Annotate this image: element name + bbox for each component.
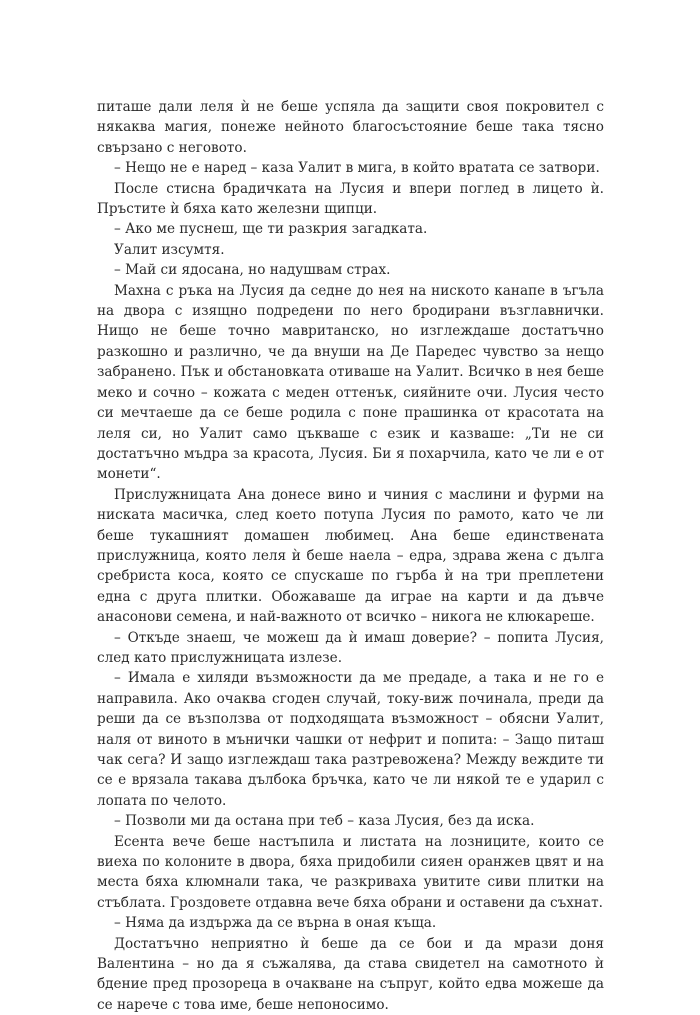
paragraph-continued: питаше дали леля ѝ не беше успяла да защити своя покровител с някаква магия, понеже нейното благосъстояние беше така тясно свързано с неговото. — [97, 99, 604, 156]
paragraph: Есента вече беше настъпила и листата на лозниците, които се виеха по колоните в двора, бяха придобили сияен оранжев цвят и на места бяха клюмнали така, че разкриваха увитите сиви плитки на стъблата. Гроздовете отдавна вече бяха обрани и оставени да съхнат. — [97, 833, 604, 911]
paragraph: После стисна брадичката на Лусия и впери поглед в лицето ѝ. Пръстите ѝ бяха като железни щипци. — [97, 180, 604, 218]
paragraph-dialogue: – Имала е хиляди възможности да ме предаде, а така и не го е направила. Ако очаква сгоден случай, току-виж починала, преди да реши да се възползва от подходящата възможност – обясни Уалит, наля от виното в мънички чашки от нефрит и попита: – Защо питаш чак сега? И защо изглеждаш така разтревожена? Между веждите ти се е врязала такава дълбока бръчка, като че ли някой те е ударил с лопата по челото. — [97, 670, 604, 809]
paragraph-dialogue: – Май си ядосана, но надушвам страх. — [114, 262, 391, 279]
paragraph-dialogue: – Ако ме пуснеш, ще ти разкрия загадката. — [114, 221, 428, 238]
paragraph-dialogue: – Няма да издържа да се върна в оная къща. — [114, 915, 437, 932]
paragraph-dialogue: – Нещо не е наред – каза Уалит в мига, в който вратата се затвори. — [114, 160, 600, 177]
paragraph-dialogue: – Откъде знаеш, че можеш да ѝ имаш доверие? – попита Лусия, след като прислужницата излезе. — [97, 629, 604, 666]
paragraph: Достатъчно неприятно ѝ беше да се бои и да мрази доня Валентина – но да я съжалява, да става свидетел на самотното ѝ бдение пред прозореца в очакване на съпруг, който едва можеше да се нарече с това име, беше непоносимо. — [97, 935, 604, 1013]
paragraph: Прислужницата Ана донесе вино и чиния с маслини и фурми на ниската масичка, след което потупа Лусия по рамото, като че ли беше тукашният домашен любимец. Ана беше единствената прислужница, която леля ѝ беше наела – едра, здрава жена с дълга сребриста коса, която се спускаше по гърба ѝ на три преплетени една с друга плитки. Обожаваше да играе на карти и да дъвче анасонови семена, и най-важното от всичко – никога не клюкареше. — [97, 486, 604, 626]
paragraph-dialogue: – Позволи ми да остана при теб – каза Лусия, без да иска. — [114, 813, 535, 830]
page-body-text — [97, 97, 604, 1015]
paragraph: Уалит изсумтя. — [114, 241, 225, 258]
paragraph: Махна с ръка на Лусия да седне до нея на ниското канапе в ъгъла на двора с изящно подредени по него бродирани възглавнички. Нищо не беше точно мавританско, но изглеждаше достатъчно разкошно и различно, че да внуши на Де Паредес чувство за нещо забранено. Пък и обстановката отиваше на Уалит. Всичко в нея беше меко и сочно – кожата с меден оттенък, сияйните очи. Лусия често си мечтаеше да се беше родила с поне прашинка от красотата на леля си, но Уалит само цъкваше с език и казваше: „Ти не си достатъчно мъдра за красота, Лусия. Би я похарчила, като че ли е от монети“. — [97, 282, 604, 483]
